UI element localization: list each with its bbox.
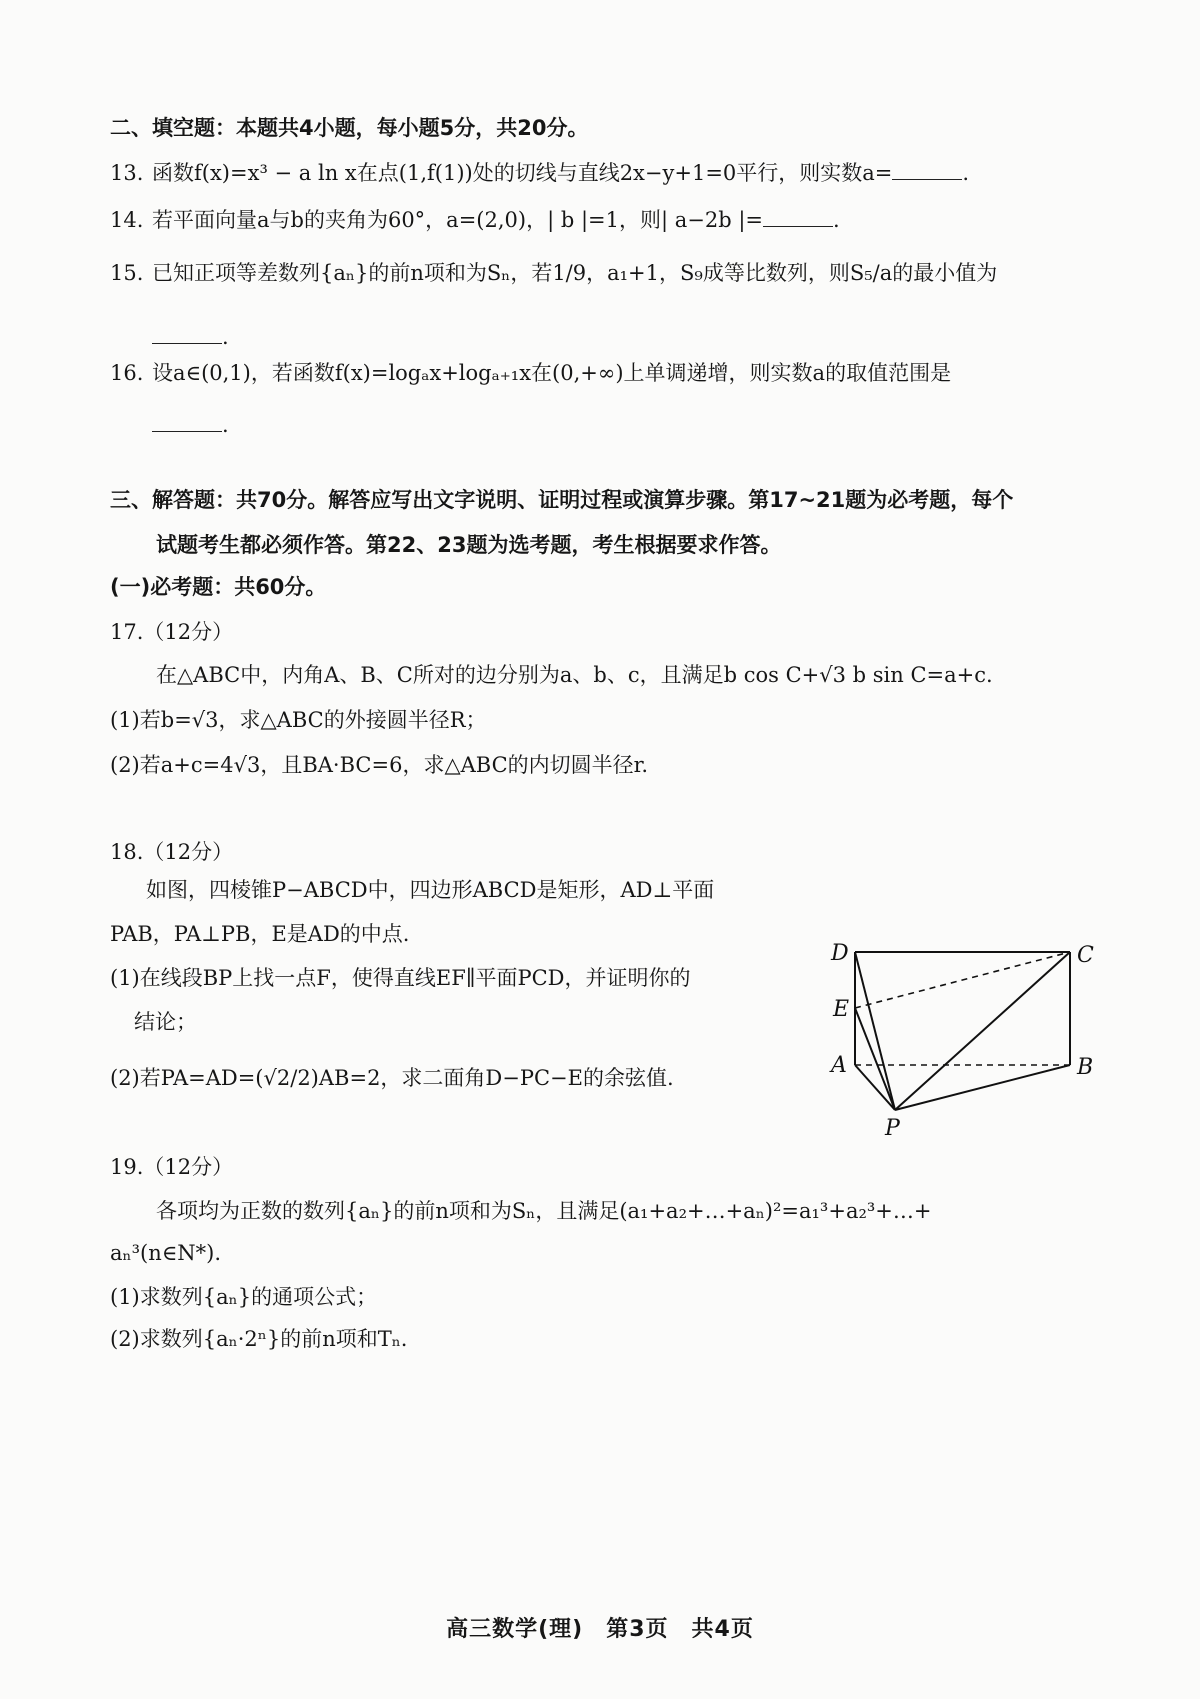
question-19-part2: (2)求数列{aₙ·2ⁿ}的前n项和Tₙ. <box>110 1327 408 1351</box>
question-19-stem-2: aₙ³(n∈N*). <box>110 1241 222 1265</box>
section3-heading-line2: 试题考生都必须作答。第22、23题为选考题，考生根据要求作答。 <box>156 533 782 557</box>
question-16-answer-line <box>110 410 1095 440</box>
question-text: 若平面向量a与b的夹角为60°，a=(2,0)，| b |=1，则| a−2b |= <box>152 208 763 232</box>
segment-EP <box>855 1008 895 1110</box>
question-16 <box>110 358 1095 388</box>
question-text: 函数f(x)=x³ − a ln x在点(1,f(1))处的切线与直线2x−y+1=0平行，则实数a= <box>152 161 893 185</box>
question-number: 14. <box>110 208 144 232</box>
question-number: 16. <box>110 361 144 385</box>
question-17-part2: (2)若a+c=4√3，且BA·BC=6，求△ABC的内切圆半径r. <box>110 753 649 777</box>
answer-blank <box>892 161 962 180</box>
answer-blank <box>152 413 222 432</box>
question-15-answer-line <box>110 322 1095 352</box>
question-17-part1: (1)若b=√3，求△ABC的外接圆半径R； <box>110 708 487 732</box>
pyramid-figure <box>825 940 1115 1170</box>
question-18-part1: (1)在线段BP上找一点F，使得直线EF∥平面PCD，并证明你的 <box>110 966 691 990</box>
section2-heading: 二、填空题：本题共4小题，每小题5分，共20分。 <box>110 116 589 140</box>
question-13 <box>110 158 1095 188</box>
question-18-title: 18.（12分） <box>110 840 234 864</box>
question-number: 13. <box>110 161 144 185</box>
question-19-stem-1: 各项均为正数的数列{aₙ}的前n项和为Sₙ，且满足(a₁+a₂+…+aₙ)²=a₁³+a₂³+…+ <box>156 1199 932 1223</box>
period: . <box>222 325 229 349</box>
question-18-stem-1: 如图，四棱锥P−ABCD中，四边形ABCD是矩形，AD⊥平面 <box>146 878 715 902</box>
question-text: 设a∈(0,1)，若函数f(x)=logₐx+logₐ₊₁x在(0,+∞)上单调递增，则实数a的取值范围是 <box>152 361 952 385</box>
required-questions-heading: (一)必考题：共60分。 <box>110 575 327 599</box>
edge-CP <box>895 952 1070 1110</box>
question-text: 已知正项等差数列{aₙ}的前n项和为Sₙ，若1/9，a₁+1，S₉成等比数列，则S₅/a的最小值为 <box>152 261 998 285</box>
label-D: D <box>831 941 849 966</box>
question-17-stem: 在△ABC中，内角A、B、C所对的边分别为a、b、c，且满足b cos C+√3 b sin C=a+c. <box>156 663 993 687</box>
label-B: B <box>1077 1055 1094 1080</box>
question-18-part1-cont: 结论； <box>134 1010 197 1034</box>
page-footer: 高三数学(理) 第3页 共4页 <box>446 1617 754 1642</box>
question-18-stem-2: PAB，PA⊥PB，E是AD的中点. <box>110 922 410 946</box>
question-18-part2: (2)若PA=AD=(√2/2)AB=2，求二面角D−PC−E的余弦值. <box>110 1066 674 1090</box>
label-C: C <box>1077 943 1094 968</box>
label-A: A <box>831 1053 847 1078</box>
label-E: E <box>833 997 850 1022</box>
label-P: P <box>885 1116 900 1141</box>
period: . <box>833 208 840 232</box>
question-17-title: 17.（12分） <box>110 620 234 644</box>
question-14 <box>110 205 1095 235</box>
section3-heading-line1: 三、解答题：共70分。解答应写出文字说明、证明过程或演算步骤。第17~21题为必考题，每个 <box>110 488 1014 512</box>
question-18-body <box>110 868 825 1100</box>
period: . <box>962 161 970 185</box>
answer-blank <box>152 325 222 344</box>
answer-blank <box>763 208 833 227</box>
question-number: 15. <box>110 261 144 285</box>
period: . <box>222 413 229 437</box>
question-15 <box>110 258 1095 288</box>
question-19-part1: (1)求数列{aₙ}的通项公式； <box>110 1285 378 1309</box>
question-19-title: 19.（12分） <box>110 1155 234 1179</box>
